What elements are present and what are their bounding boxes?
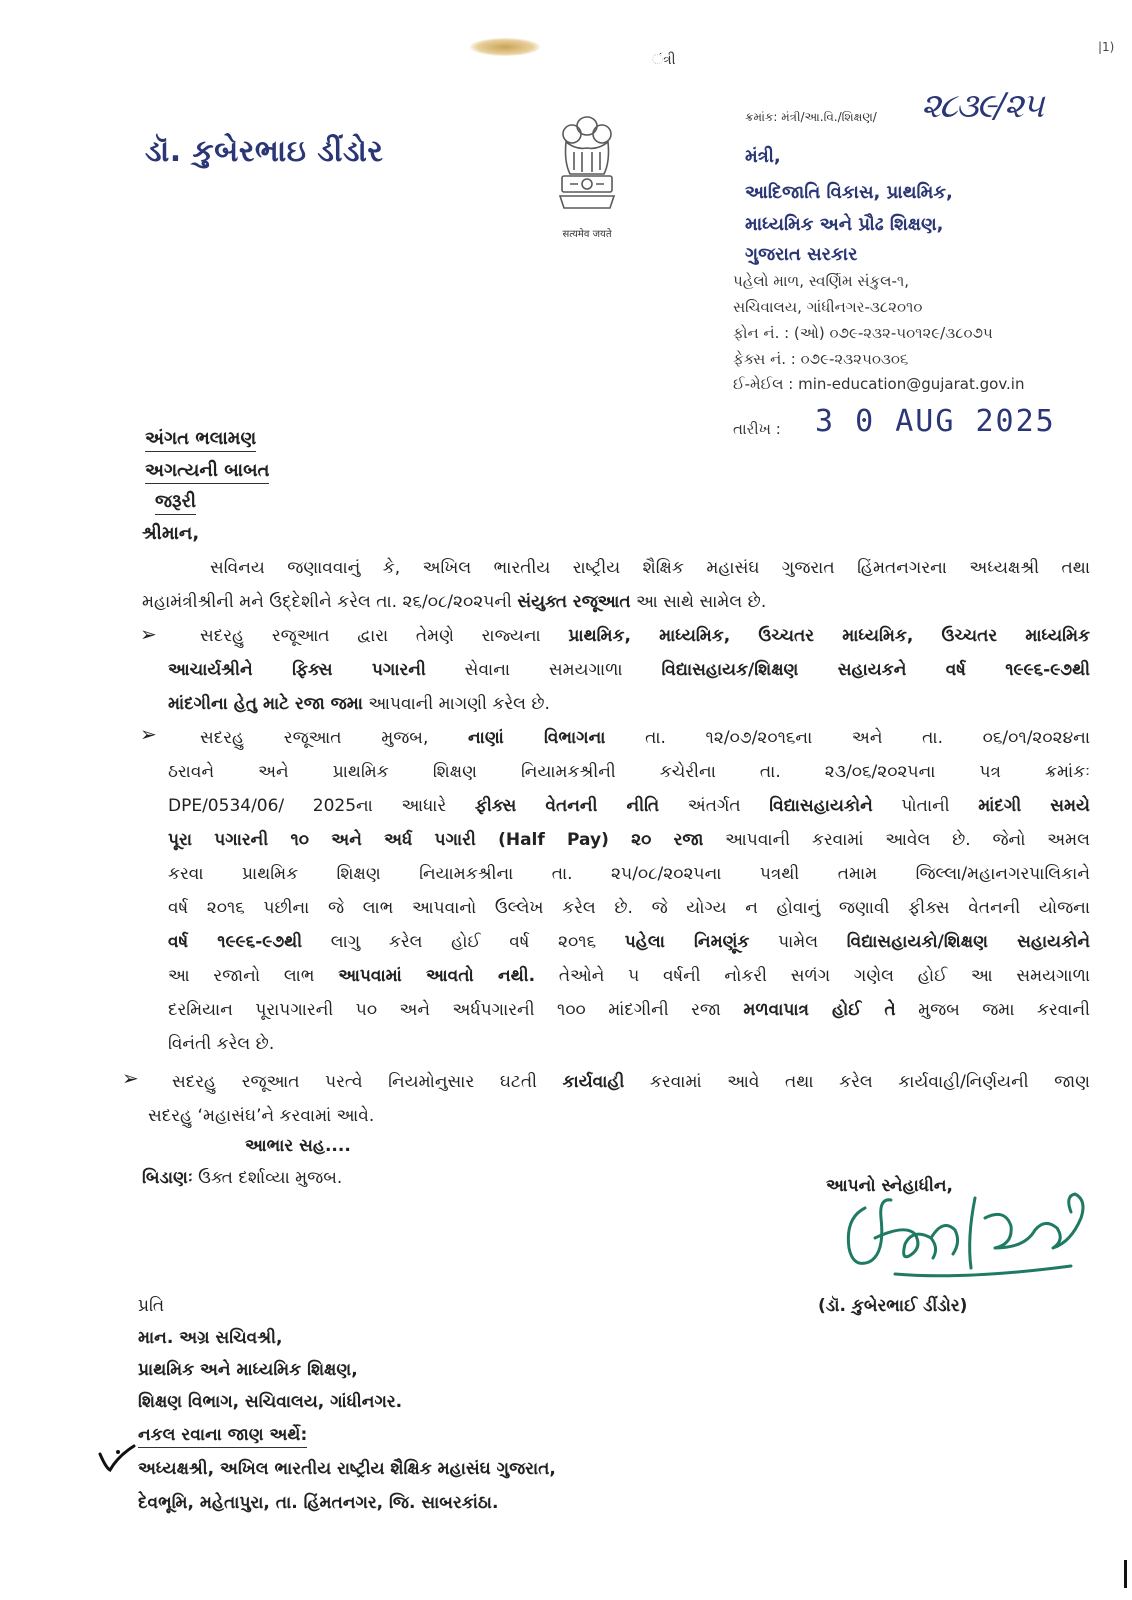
enclosure-label: બિડાણઃ (142, 1168, 193, 1188)
point3-1c: કરવામાં આવે તથા કરેલ કાર્યવાહી/નિર્ણયની જાણ (624, 1072, 1091, 1092)
point3-line-2: સદરહુ ‘મહાસંઘ’ને કરવામાં આવે. (148, 1106, 375, 1126)
point2-9a: દરમિયાન પૂરાપગારની ૫૦ અને અર્ધપગારની ૧૦૦ માંદગીની રજા (168, 1000, 744, 1020)
office-line-4: ગુજરાત સરકાર (745, 244, 858, 265)
point1-line-1 (200, 624, 1090, 649)
point2-line-4 (168, 828, 1090, 853)
point2-line-10: વિનંતી કરેલ છે. (168, 1034, 275, 1054)
point2-line-1 (200, 726, 1090, 751)
header-2-text: અગત્યની બાબત (145, 460, 269, 484)
handwritten-check-icon (96, 1438, 136, 1478)
office-line-2: આદિજાતિ વિકાસ, પ્રાથમિક, (745, 182, 953, 203)
national-emblem-icon (552, 112, 622, 222)
point1-2b: સેવાના સમયગાળા (425, 660, 662, 680)
point2-4b: આપવાની કરવામાં આવેલ છે. જેનો અમલ (703, 830, 1090, 850)
point1-2c: વિદ્યાસહાયક/શિક્ષણ સહાયકને વર્ષ ૧૯૯૬-૯૭થી (661, 660, 1091, 680)
header-1-text: અંગત ભલામણ (145, 428, 256, 452)
email-line: ઈ-મેઈલ : min-education@gujarat.gov.in (733, 375, 1025, 393)
point1-1a: સદરહુ રજૂઆત દ્વારા તેમણે રાજ્યના (200, 626, 569, 646)
point1-2a: આચાર્યશ્રીને ફિક્સ પગારની (168, 660, 426, 680)
intro-2c: આ સાથે સામેલ છે. (630, 592, 767, 612)
point2-7a: વર્ષ ૧૯૯૬-૯૭થી (168, 932, 303, 952)
intro-line-2 (142, 590, 1092, 615)
intro-line-1: સવિનય જણાવવાનું કે, અખિલ ભારતીય રાષ્ટ્રીય શૈક્ષિક મહાસંઘ ગુજરાત હિંમતનગરના અધ્યક્ષશ્રી તથા (210, 558, 1090, 578)
point2-3d: વિદ્યાસહાયકોને (769, 796, 873, 816)
address-line-2: સચિવાલય, ગાંધીનગર-૩૮૨૦૧૦ (733, 298, 923, 316)
header-personal-recommendation (145, 428, 256, 449)
point2-1a: સદરહુ રજૂઆત મુજબ, (200, 728, 468, 748)
date-stamp: 3 0 AUG 2025 (815, 404, 1056, 439)
emblem-motto: सत्यमेव जयते (562, 229, 612, 240)
joint-representation-bold: સંયુક્ત રજૂઆત (517, 592, 631, 612)
closing-yours: આપનો સ્નેહાધીન, (826, 1176, 954, 1196)
point2-1c: તા. ૧૨/૦૭/૨૦૧૬ના અને તા. ૦૬/૦૧/૨૦૨૪ના (605, 728, 1090, 748)
date-label: તારીખ : (733, 420, 781, 438)
point2-3e: પોતાની (872, 796, 979, 816)
point2-4a: પૂરા પગારની ૧૦ અને અર્ધ પગારી (Half Pay) ૨૦ રજા (168, 830, 704, 850)
point2-line-8 (168, 964, 1090, 989)
copy-line-2: દેવભૂમિ, મહેતાપુરા, તા. હિંમતનગર, જિ. સાબરકાંઠા. (138, 1493, 499, 1513)
top-stamp-smudge (470, 38, 540, 56)
point1-1b: પ્રાથમિક, માધ્યમિક, ઉચ્ચતર માધ્યમિક, ઉચ્ચતર માધ્યમિક (568, 626, 1090, 646)
top-cut-text: ંત્રી (652, 52, 676, 68)
point2-3a: DPE/0534/06/ 2025ના આધારે (168, 796, 475, 816)
point2-3b: ફીક્સ વેતનની નીતિ (474, 796, 660, 816)
bullet-arrow-1: ➢ (140, 622, 157, 646)
reference-number-handwritten: ૨૮૩૯/૨૫ (921, 86, 1043, 126)
header-urgent (155, 491, 196, 512)
point2-1b: નાણાં વિભાગના (468, 728, 606, 748)
to-line-3: શિક્ષણ વિભાગ, સચિવાલય, ગાંધીનગર. (138, 1392, 403, 1412)
to-label: પ્રતિ (138, 1296, 165, 1316)
fax-line: ફેક્સ નં. : ૦૭૯-૨૩૨૫૦૩૦૬ (733, 350, 909, 368)
copy-label-text: નકલ રવાના જાણ અર્થે: (138, 1425, 307, 1448)
point3-1b: કાર્યવાહી (562, 1072, 625, 1092)
salutation: શ્રીમાન, (142, 523, 200, 544)
header-3-text: જરૂરી (155, 491, 196, 515)
address-line-1: પહેલો માળ, સ્વર્ણિમ સંકુલ-૧, (733, 272, 909, 290)
to-line-1: માન. અગ્ર સચિવશ્રી, (138, 1328, 283, 1348)
intro-2a: મહામંત્રીશ્રીની મને ઉદ્દેશીને કરેલ તા. ૨૬/૦૮/૨૦૨૫ની (142, 592, 518, 612)
point2-line-2: ઠરાવને અને પ્રાથમિક શિક્ષણ નિયામકશ્રીની કચેરીના તા. ૨૩/૦૬/૨૦૨૫ના પત્ર ક્રમાંકઃ (168, 762, 1090, 782)
enclosure-text: ઉક્ત દર્શાવ્યા મુજબ. (192, 1168, 343, 1188)
point2-line-7 (168, 930, 1090, 955)
corner-mark: |1) (1098, 40, 1115, 54)
point2-3f: માંદગી સમયે (978, 796, 1090, 816)
bullet-arrow-3: ➢ (122, 1066, 139, 1090)
point2-9b: મળવાપાત્ર હોઈ તે (743, 1000, 896, 1020)
office-line-3: માધ્યમિક અને પ્રૌઢ શિક્ષણ, (745, 214, 944, 235)
point2-8a: આ રજાનો લાભ (168, 966, 339, 986)
header-important-matter (145, 460, 269, 481)
point2-9c: મુજબ જમા કરવાની (895, 1000, 1090, 1020)
signatory-name: (ડૉ. કુબેરભાઈ ડીંડોર) (818, 1296, 968, 1316)
point1-line-2 (168, 658, 1090, 683)
point2-8b: આપવામાં આવતો નથી. (338, 966, 536, 986)
point3-line-1 (172, 1070, 1090, 1095)
point2-line-9 (168, 998, 1090, 1023)
point2-7b: લાગુ કરેલ હોઈ વર્ષ ૨૦૧૬ (302, 932, 625, 952)
point2-7c: પહેલા નિમણૂંક (624, 932, 750, 952)
point1-line-3 (168, 692, 1118, 717)
bullet-arrow-2: ➢ (140, 722, 157, 746)
enclosure-line (142, 1168, 342, 1188)
point2-7d: પામેલ (749, 932, 847, 952)
point2-line-5: કરવા પ્રાથમિક શિક્ષણ નિયામકશ્રીના તા. ૨૫/૦૮/૨૦૨૫ના પત્રથી તમામ જિલ્લા/મહાનગરપાલિકાને (168, 864, 1090, 884)
point2-3c: અંતર્ગત (659, 796, 770, 816)
point1-3b: આપવાની માગણી કરેલ છે. (362, 694, 550, 714)
minister-name: ડૉ. કુબેરભાઇ ડીંડોર (145, 134, 384, 169)
scan-edge-mark (1124, 1560, 1127, 1588)
point2-line-3 (168, 794, 1090, 819)
reference-label: ક્રમાંક: મંત્રી/આ.વિ./શિક્ષણ/ (745, 110, 877, 124)
point2-line-6: વર્ષ ૨૦૧૬ પછીના જે લાભ આપવાનો ઉલ્લેખ કરેલ છે. જે યોગ્ય ન હોવાનું જણાવી ફીક્સ વેતનની યોજના (168, 898, 1090, 918)
copy-line-1: અધ્યક્ષશ્રી, અખિલ ભારતીય રાષ્ટ્રીય શૈક્ષિક મહાસંઘ ગુજરાત, (138, 1459, 556, 1479)
point2-7e: વિદ્યાસહાયકો/શિક્ષણ સહાયકોને (846, 932, 1090, 952)
point3-1a: સદરહુ રજૂઆત પરત્વે નિયમોનુસાર ઘટતી (172, 1072, 563, 1092)
phone-line: ફોન નં. : (ઓ) ૦૭૯-૨૩૨-૫૦૧૨૯/૩૮૦૭૫ (733, 324, 993, 342)
thanks-line: આભાર સહ.... (245, 1136, 351, 1156)
to-line-2: પ્રાથમિક અને માધ્યમિક શિક્ષણ, (138, 1360, 358, 1380)
point2-8c: તેઓને ૫ વર્ષની નોકરી સળંગ ગણેલ હોઈ આ સમયગાળા (535, 966, 1091, 986)
office-line-1: મંત્રી, (745, 146, 781, 167)
copy-label (138, 1425, 307, 1445)
point1-3a: માંદગીના હેતુ માટે રજા જમા (168, 694, 363, 714)
handwritten-signature (835, 1178, 1095, 1288)
